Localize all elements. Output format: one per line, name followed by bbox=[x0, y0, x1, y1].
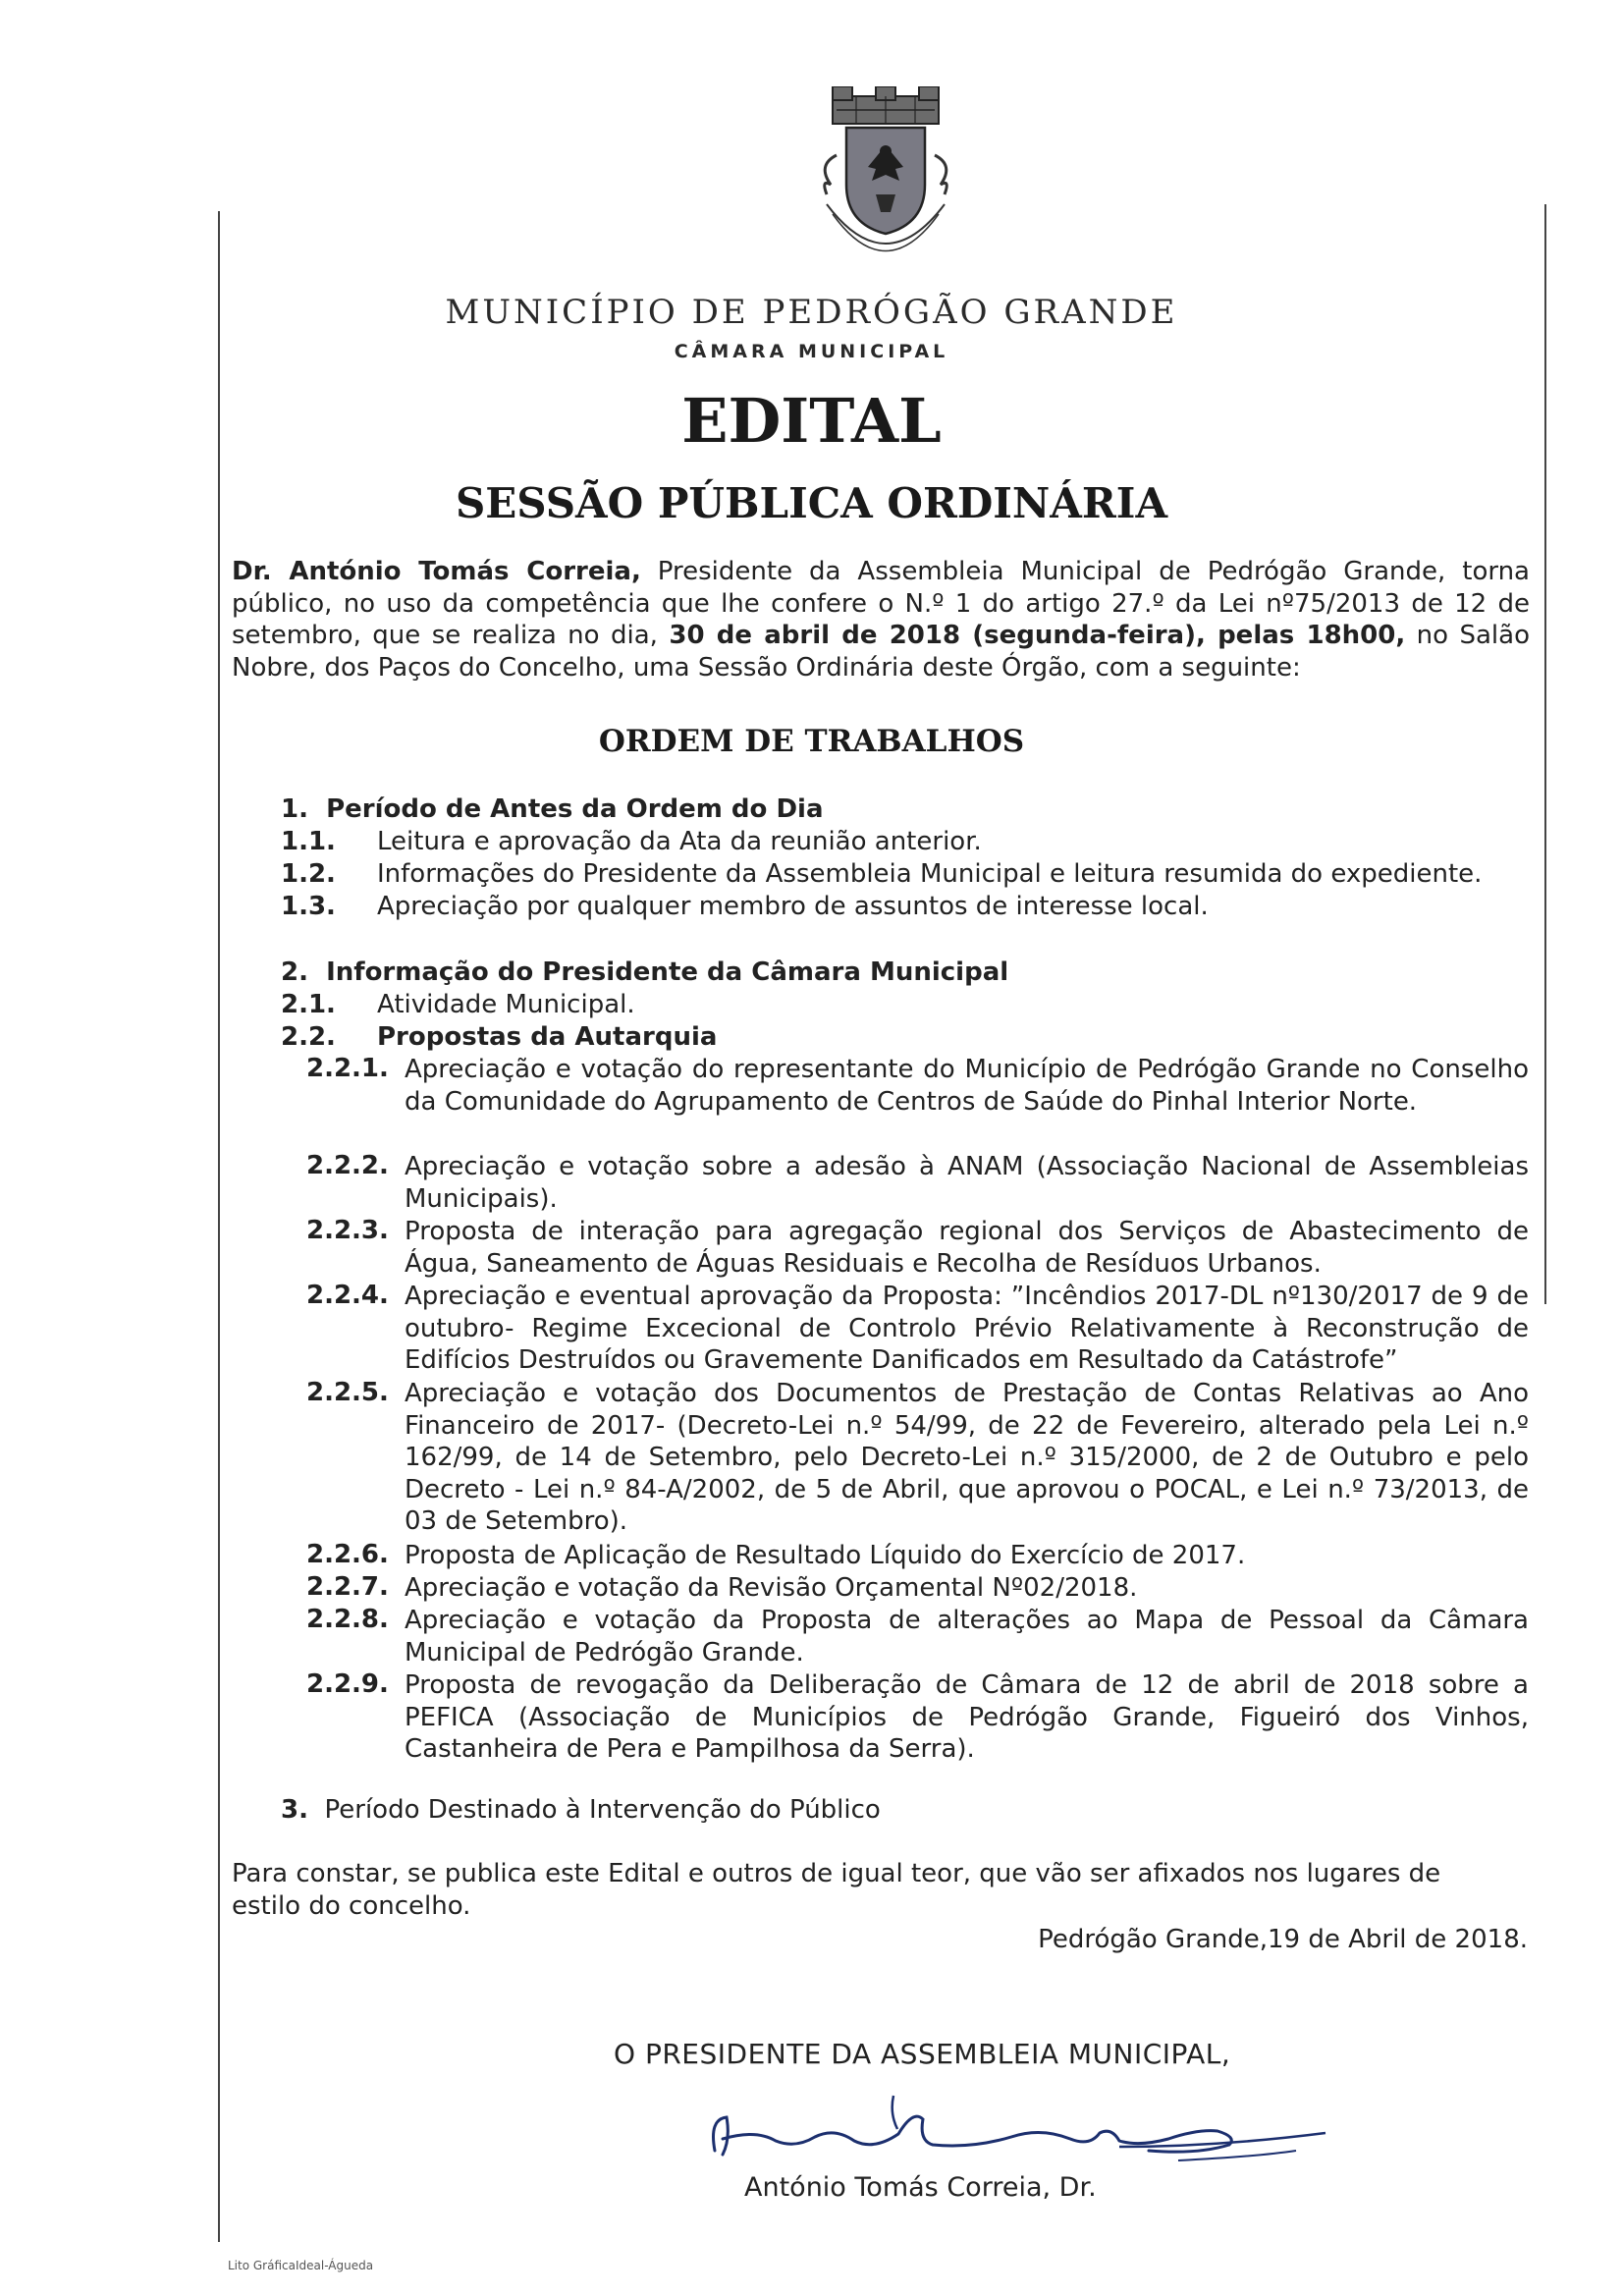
handwritten-signature bbox=[687, 2090, 1335, 2168]
agenda-section-2 bbox=[281, 957, 1008, 989]
agenda-num: 2.2.2. bbox=[306, 1151, 389, 1180]
agenda-label: Leitura e aprovação da Ata da reunião anterior. bbox=[377, 827, 982, 856]
agenda-num: 1.1. bbox=[281, 827, 336, 856]
signatory-name: António Tomás Correia, Dr. bbox=[744, 2172, 1097, 2203]
agenda-label: Informação do Presidente da Câmara Municipal bbox=[326, 957, 1009, 987]
agenda-num: 2.2.8. bbox=[306, 1605, 389, 1634]
agenda-num: 2.2.3. bbox=[306, 1216, 389, 1245]
agenda-item-2-2-4: Apreciação e eventual aprovação da Proposta: ”Incêndios 2017-DL nº130/2017 de 9 de outubro- Regime Excecional de Controlo Prévio Relativamente à Reconstrução de Edifícios Destruídos ou Gravemente Danificados em Resultado da Catástrofe” bbox=[405, 1282, 1529, 1375]
agenda-label: Período Destinado à Intervenção do Público bbox=[324, 1795, 881, 1825]
agenda-num: 2.2. bbox=[281, 1022, 336, 1052]
agenda-label: Atividade Municipal. bbox=[377, 990, 635, 1019]
agenda-num: 1.3. bbox=[281, 892, 336, 921]
agenda-label: Propostas da Autarquia bbox=[377, 1022, 718, 1052]
place-and-date: Pedrógão Grande,19 de Abril de 2018. bbox=[1038, 1925, 1528, 1954]
closing-paragraph: Para constar, se publica este Edital e outros de igual teor, que vão ser afixados nos lugares de estilo do concelho. bbox=[232, 1859, 1441, 1921]
agenda-num: 2. bbox=[281, 957, 308, 987]
agenda-item-2-2-5: Apreciação e votação dos Documentos de Prestação de Contas Relativas ao Ano Financeiro de 2017- (Decreto-Lei n.º 54/99, de 22 de Fevereiro, alterado pela Lei n.º 162/99, de 14 de Setembro, pelo Decreto-Lei n.º 315/2000, de 2 de Outubro e pelo Decreto - Lei n.º 84-A/2002, de 5 de Abril, que aprovou o POCAL, e Lei n.º 73/2013, de 03 de Setembro). bbox=[405, 1379, 1529, 1536]
signatory-title: O PRESIDENTE DA ASSEMBLEIA MUNICIPAL, bbox=[614, 2038, 1231, 2070]
agenda-num: 1. bbox=[281, 794, 308, 824]
agenda-item-2-2-9: Proposta de revogação da Deliberação de Câmara de 12 de abril de 2018 sobre a PEFICA (Associação de Municípios de Pedrógão Grande, Figueiró dos Vinhos, Castanheira de Pera e Pampilhosa da Serra). bbox=[405, 1670, 1529, 1764]
intro-text-1: Presidente da Assembleia Municipal de Pedrógão Grande, torna público, no uso da competência que lhe confere o N.º 1 do artigo 27.º da Lei nº75/2013 de 12 de setembro, que se realiza no dia, bbox=[232, 557, 1530, 650]
agenda-title: ORDEM DE TRABALHOS bbox=[598, 724, 1025, 759]
agenda-label: Período de Antes da Ordem do Dia bbox=[326, 794, 824, 824]
agenda-num: 2.2.5. bbox=[306, 1378, 389, 1407]
agenda-num: 2.2.9. bbox=[306, 1669, 389, 1699]
intro-paragraph bbox=[232, 556, 1530, 683]
agenda-item-2-2-8: Apreciação e votação da Proposta de alterações ao Mapa de Pessoal da Câmara Municipal de Pedrógão Grande. bbox=[405, 1606, 1529, 1667]
agenda-num: 1.2. bbox=[281, 859, 336, 889]
agenda-num: 2.2.1. bbox=[306, 1054, 389, 1083]
agenda-num: 2.1. bbox=[281, 990, 336, 1019]
municipality-name: MUNICÍPIO DE PEDRÓGÃO GRANDE bbox=[445, 293, 1178, 332]
document-title: EDITAL bbox=[681, 385, 942, 457]
agenda-label: Informações do Presidente da Assembleia Municipal e leitura resumida do expediente. bbox=[377, 859, 1483, 889]
agenda-item-2-2-6: Proposta de Aplicação de Resultado Líquido do Exercício de 2017. bbox=[405, 1541, 1246, 1570]
agenda-num: 3. bbox=[281, 1795, 308, 1825]
document-subtitle: SESSÃO PÚBLICA ORDINÁRIA bbox=[455, 479, 1168, 527]
intro-text-2: no Salão Nobre, dos Paços do Concelho, uma Sessão Ordinária deste Órgão, com a seguinte: bbox=[232, 621, 1530, 683]
agenda-item-2-2-1: Apreciação e votação do representante do Município de Pedrógão Grande no Conselho da Comunidade do Agrupamento de Centros de Saúde do Pinhal Interior Norte. bbox=[405, 1055, 1529, 1117]
agenda-section-3 bbox=[281, 1794, 881, 1827]
agenda-item-2-2-7: Apreciação e votação da Revisão Orçamental Nº02/2018. bbox=[405, 1573, 1138, 1603]
agenda-num: 2.2.7. bbox=[306, 1572, 389, 1602]
agenda-label: Apreciação por qualquer membro de assuntos de interesse local. bbox=[377, 892, 1209, 921]
agenda-num: 2.2.6. bbox=[306, 1540, 389, 1569]
agenda-item-2-2-3: Proposta de interação para agregação regional dos Serviços de Abastecimento de Água, Saneamento de Águas Residuais e Recolha de Resíduos Urbanos. bbox=[405, 1217, 1529, 1279]
council-name: CÂMARA MUNICIPAL bbox=[674, 341, 949, 362]
intro-name: Dr. António Tomás Correia, bbox=[232, 557, 641, 586]
intro-date: 30 de abril de 2018 (segunda-feira), pelas 18h00, bbox=[669, 621, 1406, 650]
agenda-section-1 bbox=[281, 793, 824, 826]
municipal-crest-logo bbox=[797, 86, 974, 283]
agenda-item-2-2-2: Apreciação e votação sobre a adesão à ANAM (Associação Nacional de Assembleias Municipais). bbox=[405, 1152, 1529, 1214]
agenda-num: 2.2.4. bbox=[306, 1281, 389, 1310]
printer-credit: Lito GráficaIdeal-Águeda bbox=[228, 2259, 374, 2272]
